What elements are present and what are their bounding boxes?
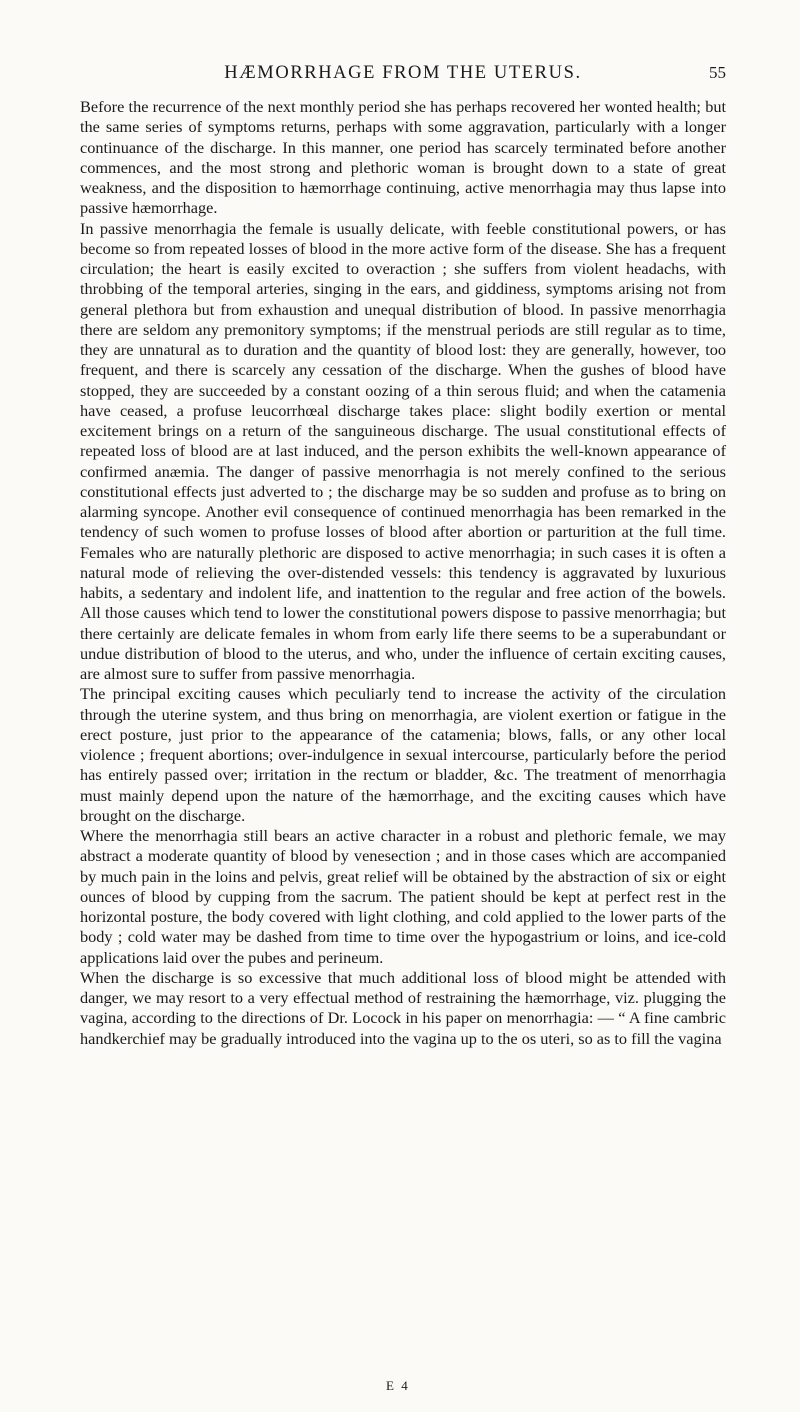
paragraph-5: When the discharge is so excessive that much additional loss of blood might be attended with danger, we may resort to a very effectual method of restraining the hæmorrhage, viz. plugging the vagina, according to the directions of Dr. Locock in his paper on menorrhagia: — “ A fine cambric handkerchief may be gradually introduced into the vagina up to the os uteri, so as to fill the vagina (80, 967, 726, 1048)
paragraph-4: Where the menorrhagia still bears an active character in a robust and plethoric female, we may abstract a moderate quantity of blood by venesection ; and in those cases which are accompanied by much pain in the loins and pelvis, great relief will be obtained by the abstraction of six or eight ounces of blood by cupping from the sacrum. The patient should be kept at perfect rest in the horizontal posture, the body covered with light clothing, and cold applied to the lower parts of the body ; cold water may be dashed from time to time over the hypogastrium or loins, and ice-cold applications laid over the pubes and perineum. (80, 826, 726, 967)
book-page (80, 63, 726, 1049)
paragraph-2: In passive menorrhagia the female is usually delicate, with feeble constitutional powers, or has become so from repeated losses of blood in the more active form of the disease. She has a frequent circulation; the heart is easily excited to overaction ; she suffers from violent headachs, with throbbing of the temporal arteries, singing in the ears, and giddiness, symptoms arising not from general plethora but from exhaustion and unequal distribution of blood. In passive menorrhagia there are seldom any premonitory symptoms; if the menstrual periods are still regular as to time, they are unnatural as to duration and the quantity of blood lost: they are generally, however, too frequent, and there is scarcely any cessation of the discharge. When the gushes of blood have stopped, they are succeeded by a constant oozing of a thin serous fluid; and when the catamenia have ceased, a profuse leucorrhœal discharge takes place: slight bodily exertion or mental excitement brings on a return of the sanguineous discharge. The usual constitutional effects of repeated loss of blood are at last induced, and the person exhibits the well-known appearance of confirmed anæmia. The danger of passive menorrhagia is not merely confined to the serious constitutional effects just adverted to ; the discharge may be so sudden and profuse as to bring on alarming syncope. Another evil consequence of continued menorrhagia has been remarked in the tendency of such women to profuse losses of blood after abortion or parturition at the full time. Females who are naturally plethoric are disposed to active menorrhagia; in such cases it is often a natural mode of relieving the over-distended vessels: this tendency is aggravated by luxurious habits, a sedentary and indolent life, and inattention to the regular and free action of the bowels. All those causes which tend to lower the constitutional powers dispose to passive menorrhagia; but there certainly are delicate females in whom from early life there seems to be a superabundant or undue distribution of blood to the uterus, and who, under the influence of certain exciting causes, are almost sure to suffer from passive menorrhagia. (80, 218, 726, 683)
paragraph-3: The principal exciting causes which peculiarly tend to increase the activity of the circulation through the uterine system, and thus bring on menorrhagia, are violent exertion or fatigue in the erect posture, just prior to the appearance of the catamenia; blows, falls, or any other local violence ; frequent abortions; over-indulgence in sexual intercourse, particularly before the period has entirely passed over; irritation in the rectum or bladder, &c. The treatment of menorrhagia must mainly depend upon the nature of the hæmorrhage, and the exciting causes which have brought on the discharge. (80, 684, 726, 825)
page-number: 55 (709, 63, 726, 82)
paragraph-1: Before the recurrence of the next monthly period she has perhaps recovered her wonted health; but the same series of symptoms returns, perhaps with some aggravation, particularly with a longer continuance of the discharge. In this manner, one period has scarcely terminated before another commences, and the most strong and plethoric woman is brought down to a state of great weakness, and the disposition to hæmorrhage continuing, active menorrhagia may thus lapse into passive hæmorrhage. (80, 97, 726, 218)
running-head (80, 63, 726, 89)
running-title: HÆMORRHAGE FROM THE UTERUS. (224, 63, 582, 83)
signature-mark: E 4 (386, 1378, 410, 1393)
